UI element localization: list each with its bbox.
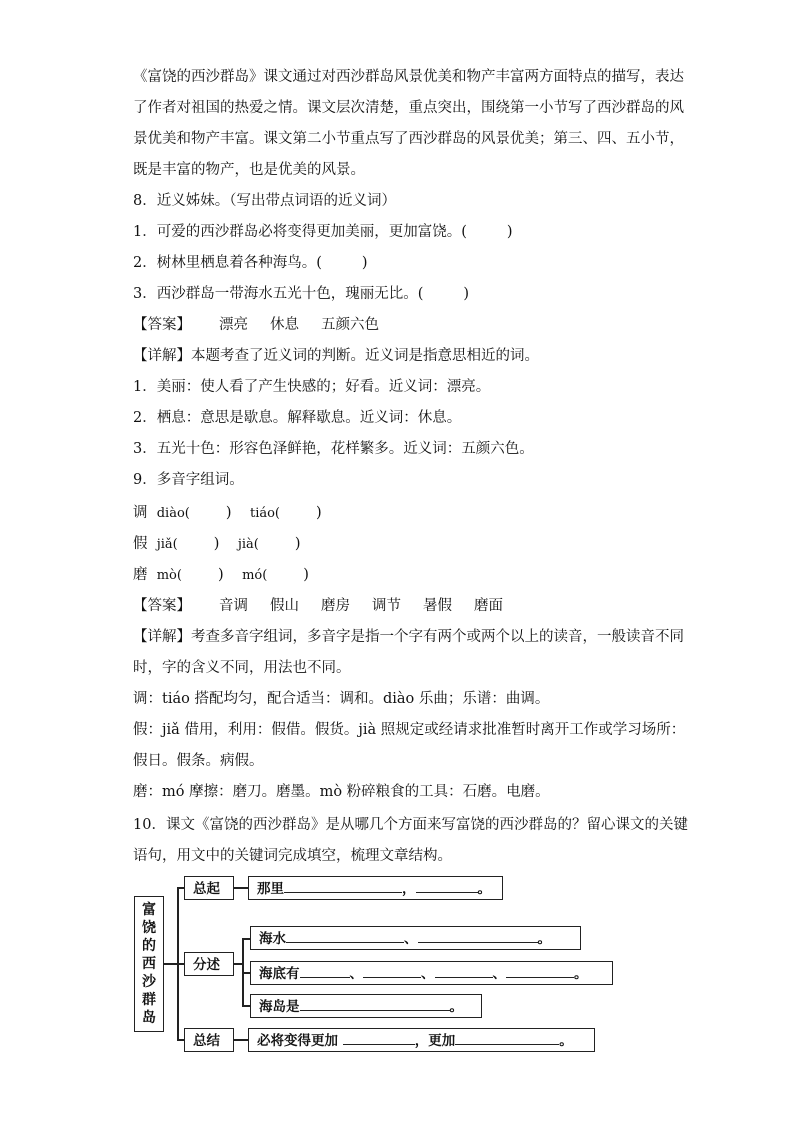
connector	[234, 1039, 248, 1041]
q9-detail: 【详解】考查多音字组词，多音字是指一个字有两个或两个以上的读音，一般读音不同	[133, 629, 684, 645]
q8-detail: 【详解】本题考查了近义词的判断。近义词是指意思相近的词。	[133, 348, 539, 364]
answer-item: 音调	[219, 598, 248, 614]
zongqi-box: 总起	[184, 876, 234, 900]
q8-sentence-2: 2．树林里栖息着各种海鸟。( )	[133, 255, 368, 271]
connector	[242, 972, 250, 974]
paragraph-line: 既是丰富的物产，也是优美的风景。	[133, 162, 365, 178]
q9-detail: 时，字的含义不同，用法也不同。	[133, 660, 351, 676]
fenshu-box: 分述	[184, 952, 234, 976]
question-10-title: 10．课文《富饶的西沙群岛》是从哪几个方面来写富饶的西沙群岛的？留心课文的关键	[133, 817, 688, 833]
paragraph-line: 景优美和物产丰富。课文第二小节重点写了西沙群岛的风景优美；第三、四、五小节，	[133, 131, 684, 147]
diagram-root-box: 富 饶 的 西 沙 群 岛	[134, 896, 164, 1032]
question-10-title: 语句，用文中的关键词完成填空，梳理文章结构。	[133, 848, 452, 864]
answer-tag: 【答案】	[133, 317, 191, 333]
q9-detail-mo: 磨：mó 摩擦：磨刀。磨墨。mò 粉碎粮食的工具：石磨。电磨。	[133, 784, 550, 800]
q8-sentence-1: 1．可爱的西沙群岛必将变得更加美丽，更加富饶。( )	[133, 224, 513, 240]
q8-sentence-3: 3．西沙群岛一带海水五光十色，瑰丽无比。( )	[133, 286, 470, 302]
haishui-box: 海水 、 。	[250, 926, 581, 950]
answer-item: 五颜六色	[321, 317, 379, 333]
nali-box: 那里 ， 。	[248, 876, 503, 900]
haidao-box: 海岛是 。	[250, 994, 482, 1018]
q8-detail-3: 3．五光十色：形容色泽鲜艳，花样繁多。近义词：五颜六色。	[133, 441, 534, 457]
connector	[242, 1005, 250, 1007]
answer-item: 磨面	[474, 598, 503, 614]
q8-detail-2: 2．栖息：意思是歇息。解释歇息。近义词：休息。	[133, 410, 462, 426]
question-8-title: 8．近义姊妹。（写出带点词语的近义词）	[133, 193, 396, 209]
q9-row: 假 jiǎ( ) jià( )	[133, 536, 301, 552]
paragraph-line: 了作者对祖国的热爱之情。课文层次清楚，重点突出，围绕第一小节写了西沙群岛的风	[133, 100, 684, 116]
q9-detail-tiao: 调：tiáo 搭配均匀，配合适当：调和。diào 乐曲；乐谱：曲调。	[133, 691, 550, 707]
paragraph-line: 《富饶的西沙群岛》课文通过对西沙群岛风景优美和物产丰富两方面特点的描写，表达	[133, 69, 684, 85]
answer-item: 假山	[270, 598, 299, 614]
answer-item: 调节	[372, 598, 401, 614]
connector	[242, 938, 250, 940]
question-9-title: 9．多音字组词。	[133, 472, 244, 488]
answer-item: 暑假	[423, 598, 452, 614]
answer-item: 休息	[270, 317, 299, 333]
q9-row: 调 diào( ) tiáo( )	[133, 505, 322, 521]
q9-row: 磨 mò( ) mó( )	[133, 567, 309, 583]
q8-detail-1: 1．美丽：使人看了产生快感的；好看。近义词：漂亮。	[133, 379, 491, 395]
connector	[164, 963, 178, 965]
zongjie-box: 总结	[184, 1028, 234, 1052]
answer-item: 磨房	[321, 598, 350, 614]
bijiang-box: 必将变得更加 ，更加 。	[248, 1028, 595, 1052]
answer-tag: 【答案】	[133, 598, 191, 614]
answer-item: 漂亮	[219, 317, 248, 333]
connector	[234, 887, 248, 889]
haidi-box: 海底有 、 、 、 。	[250, 961, 613, 985]
q9-detail-jia: 假：jiǎ 借用，利用：假借。假货。jià 照规定或经请求批准暂时离开工作或学习场所：	[133, 722, 686, 738]
q9-detail-jia: 假日。假条。病假。	[133, 753, 264, 769]
